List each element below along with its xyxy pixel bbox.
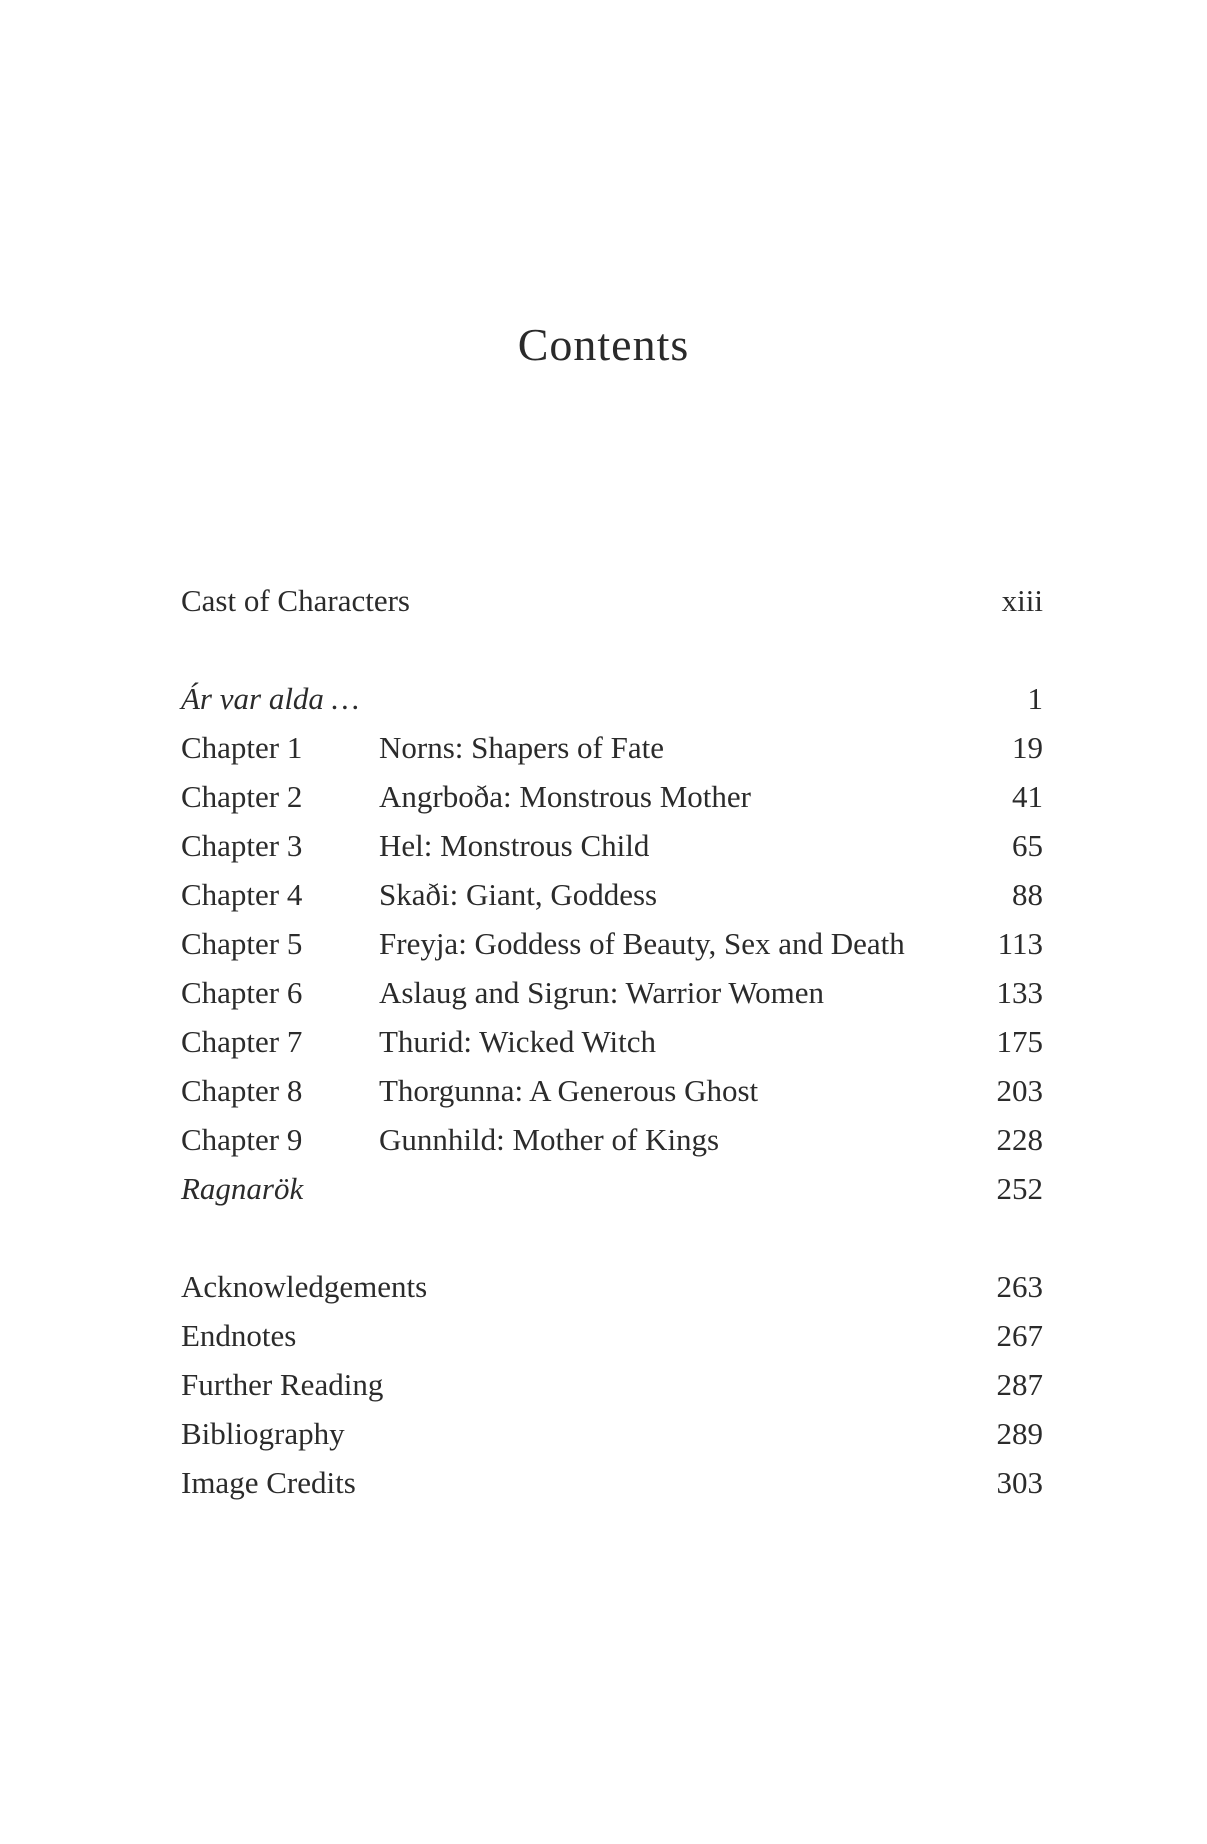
chapter-label: Chapter 7 — [181, 1024, 303, 1059]
entry-page-number: 267 — [996, 1318, 1043, 1353]
chapter-title: Gunnhild: Mother of Kings — [379, 1122, 720, 1157]
chapter-label: Chapter 5 — [181, 926, 303, 961]
toc-entry-chapter-8[interactable] — [181, 1066, 1043, 1115]
chapter-label: Chapter 3 — [181, 828, 303, 863]
entry-label: Cast of Characters — [181, 583, 410, 618]
toc-entry-prologue[interactable] — [181, 674, 1043, 723]
entry-page-number: 263 — [996, 1269, 1043, 1304]
toc-entry-cast-of-characters[interactable] — [181, 576, 1043, 625]
toc-entry-chapter-6[interactable] — [181, 968, 1043, 1017]
toc-entry-chapter-1[interactable] — [181, 723, 1043, 772]
chapter-title: Freyja: Goddess of Beauty, Sex and Death — [379, 926, 905, 961]
chapter-label: Chapter 2 — [181, 779, 303, 814]
chapter-title: Thorgunna: A Generous Ghost — [379, 1073, 759, 1108]
chapter-title: Thurid: Wicked Witch — [379, 1024, 657, 1059]
entry-page-number: 113 — [997, 926, 1043, 961]
chapter-label: Chapter 1 — [181, 730, 303, 765]
entry-page-number: 303 — [996, 1465, 1043, 1500]
table-of-contents — [181, 576, 1043, 1507]
entry-page-number: 88 — [1012, 877, 1043, 912]
toc-entry-bibliography[interactable] — [181, 1409, 1043, 1458]
entry-page-number: 228 — [996, 1122, 1043, 1157]
toc-entry-chapter-4[interactable] — [181, 870, 1043, 919]
entry-page-number: 41 — [1012, 779, 1043, 814]
chapter-label: Chapter 4 — [181, 877, 303, 912]
chapter-title: Skaði: Giant, Goddess — [379, 877, 658, 912]
chapter-label: Chapter 6 — [181, 975, 303, 1010]
entry-page-number: 203 — [996, 1073, 1043, 1108]
entry-page-number: 175 — [996, 1024, 1043, 1059]
entry-page-number: xiii — [1001, 583, 1043, 618]
entry-label: Ár var alda … — [181, 681, 360, 716]
entry-page-number: 287 — [996, 1367, 1043, 1402]
entry-label: Image Credits — [181, 1465, 356, 1500]
entry-label: Bibliography — [181, 1416, 345, 1451]
entry-label: Endnotes — [181, 1318, 297, 1353]
entry-page-number: 289 — [996, 1416, 1043, 1451]
entry-label: Acknowledgements — [181, 1269, 428, 1304]
chapter-title: Aslaug and Sigrun: Warrior Women — [379, 975, 825, 1010]
chapter-title: Hel: Monstrous Child — [379, 828, 650, 863]
chapter-title: Norns: Shapers of Fate — [379, 730, 664, 765]
toc-entry-further-reading[interactable] — [181, 1360, 1043, 1409]
entry-page-number: 1 — [1027, 681, 1043, 716]
toc-entry-chapter-3[interactable] — [181, 821, 1043, 870]
toc-entry-chapter-2[interactable] — [181, 772, 1043, 821]
section-spacer — [181, 625, 1043, 674]
toc-entry-chapter-7[interactable] — [181, 1017, 1043, 1066]
toc-entry-image-credits[interactable] — [181, 1458, 1043, 1507]
toc-entry-epilogue[interactable] — [181, 1164, 1043, 1213]
page-title: Contents — [517, 319, 690, 370]
entry-page-number: 133 — [996, 975, 1043, 1010]
chapter-label: Chapter 9 — [181, 1122, 303, 1157]
chapter-title: Angrboða: Monstrous Mother — [379, 779, 751, 814]
toc-entry-endnotes[interactable] — [181, 1311, 1043, 1360]
toc-entry-chapter-9[interactable] — [181, 1115, 1043, 1164]
entry-page-number: 252 — [996, 1171, 1043, 1206]
entry-label: Ragnarök — [181, 1171, 304, 1206]
toc-entry-chapter-5[interactable] — [181, 919, 1043, 968]
toc-entry-acknowledgements[interactable] — [181, 1262, 1043, 1311]
entry-label: Further Reading — [181, 1367, 384, 1402]
chapter-label: Chapter 8 — [181, 1073, 303, 1108]
entry-page-number: 19 — [1012, 730, 1043, 765]
entry-page-number: 65 — [1012, 828, 1043, 863]
section-spacer — [181, 1213, 1043, 1262]
